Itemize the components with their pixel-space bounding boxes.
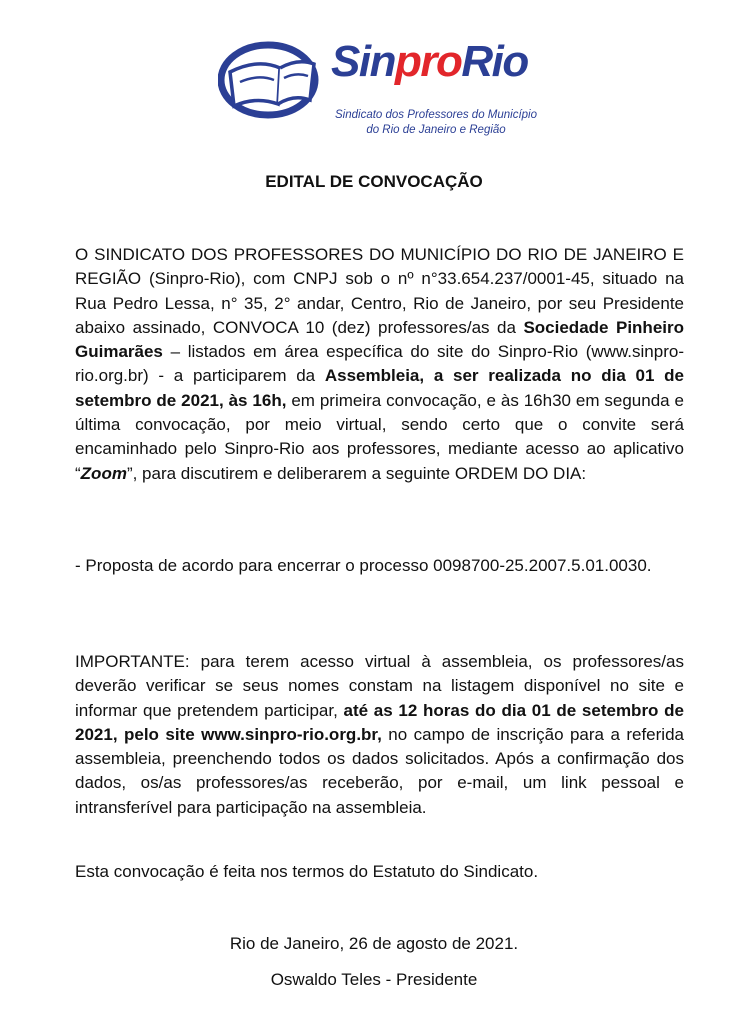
p1-bold-assembly: Assembleia, a ser realizada no dia 01 de setembro de 2021, às 16h, <box>75 366 684 410</box>
book-globe-icon <box>218 38 324 122</box>
p3-text-2: no campo de inscrição para a referida assembleia, preenchendo todos os dados solicitados. Após a confirmação dos dados, os/as professores/as receberão, por e-mail, um link pessoal e intransferível para participação na assembleia. <box>75 724 684 817</box>
p1-bold-company: Sociedade Pinheiro Guimarães <box>75 317 684 362</box>
important-paragraph <box>75 650 684 820</box>
p3-text-1: IMPORTANTE: para terem acesso virtual à assembleia, os professores/as deverão verificar se seus nomes constam na listagem disponível no site e informar que pretendem participar, <box>75 652 684 720</box>
statute-paragraph: Esta convocação é feita nos termos do Estatuto do Sindicato. <box>75 862 539 881</box>
p1-text-1: O SINDICATO DOS PROFESSORES DO MUNICÍPIO DO RIO DE JANEIRO E REGIÃO (Sinpro-Rio), com CNPJ sob o nº n°33.654.237/0001-45, situado na Rua Pedro Lessa, n° 35, 2° andar, Centro, Rio de Janeiro, por seu Presidente abaixo assinado, CONVOCA 10 (dez) professores/as da <box>75 245 684 337</box>
document-title: EDITAL DE CONVOCAÇÃO <box>265 172 483 191</box>
p1-zoom: Zoom <box>80 463 127 483</box>
logo-tagline-line1: Sindicato dos Professores do Município <box>335 109 537 121</box>
logo-word-rio: Rio <box>461 37 528 86</box>
signature: Oswaldo Teles - Presidente <box>270 970 478 989</box>
logo-word-sin: Sin <box>331 37 395 86</box>
logo-word-pro: pro <box>394 37 462 86</box>
p1-text-3: em primeira convocação, e às 16h30 em segunda e última convocação, por meio virtual, sendo certo que o convite será encaminhado pelo Sinpro-Rio aos professores, mediante acesso ao aplicativo “ <box>75 390 684 483</box>
logo-tagline <box>331 108 541 138</box>
place-date: Rio de Janeiro, 26 de agosto de 2021. <box>229 934 519 953</box>
logo-tagline-line2: do Rio de Janeiro e Região <box>366 124 506 136</box>
p1-text-4: ”, para discutirem e deliberarem a seguinte ORDEM DO DIA: <box>126 463 587 483</box>
convocation-paragraph <box>75 243 684 486</box>
sinpro-rio-logo <box>218 36 548 146</box>
agenda-item: - Proposta de acordo para encerrar o processo 0098700-25.2007.5.01.0030. <box>75 556 652 575</box>
logo-wordmark <box>331 37 528 86</box>
p3-bold-deadline: até as 12 horas do dia 01 de setembro de 2021, pelo site www.sinpro-rio.org.br, <box>75 700 684 744</box>
p1-text-2: – listados em área específica do site do Sinpro-Rio (www.sinpro-rio.org.br) - a participarem da <box>75 342 684 386</box>
